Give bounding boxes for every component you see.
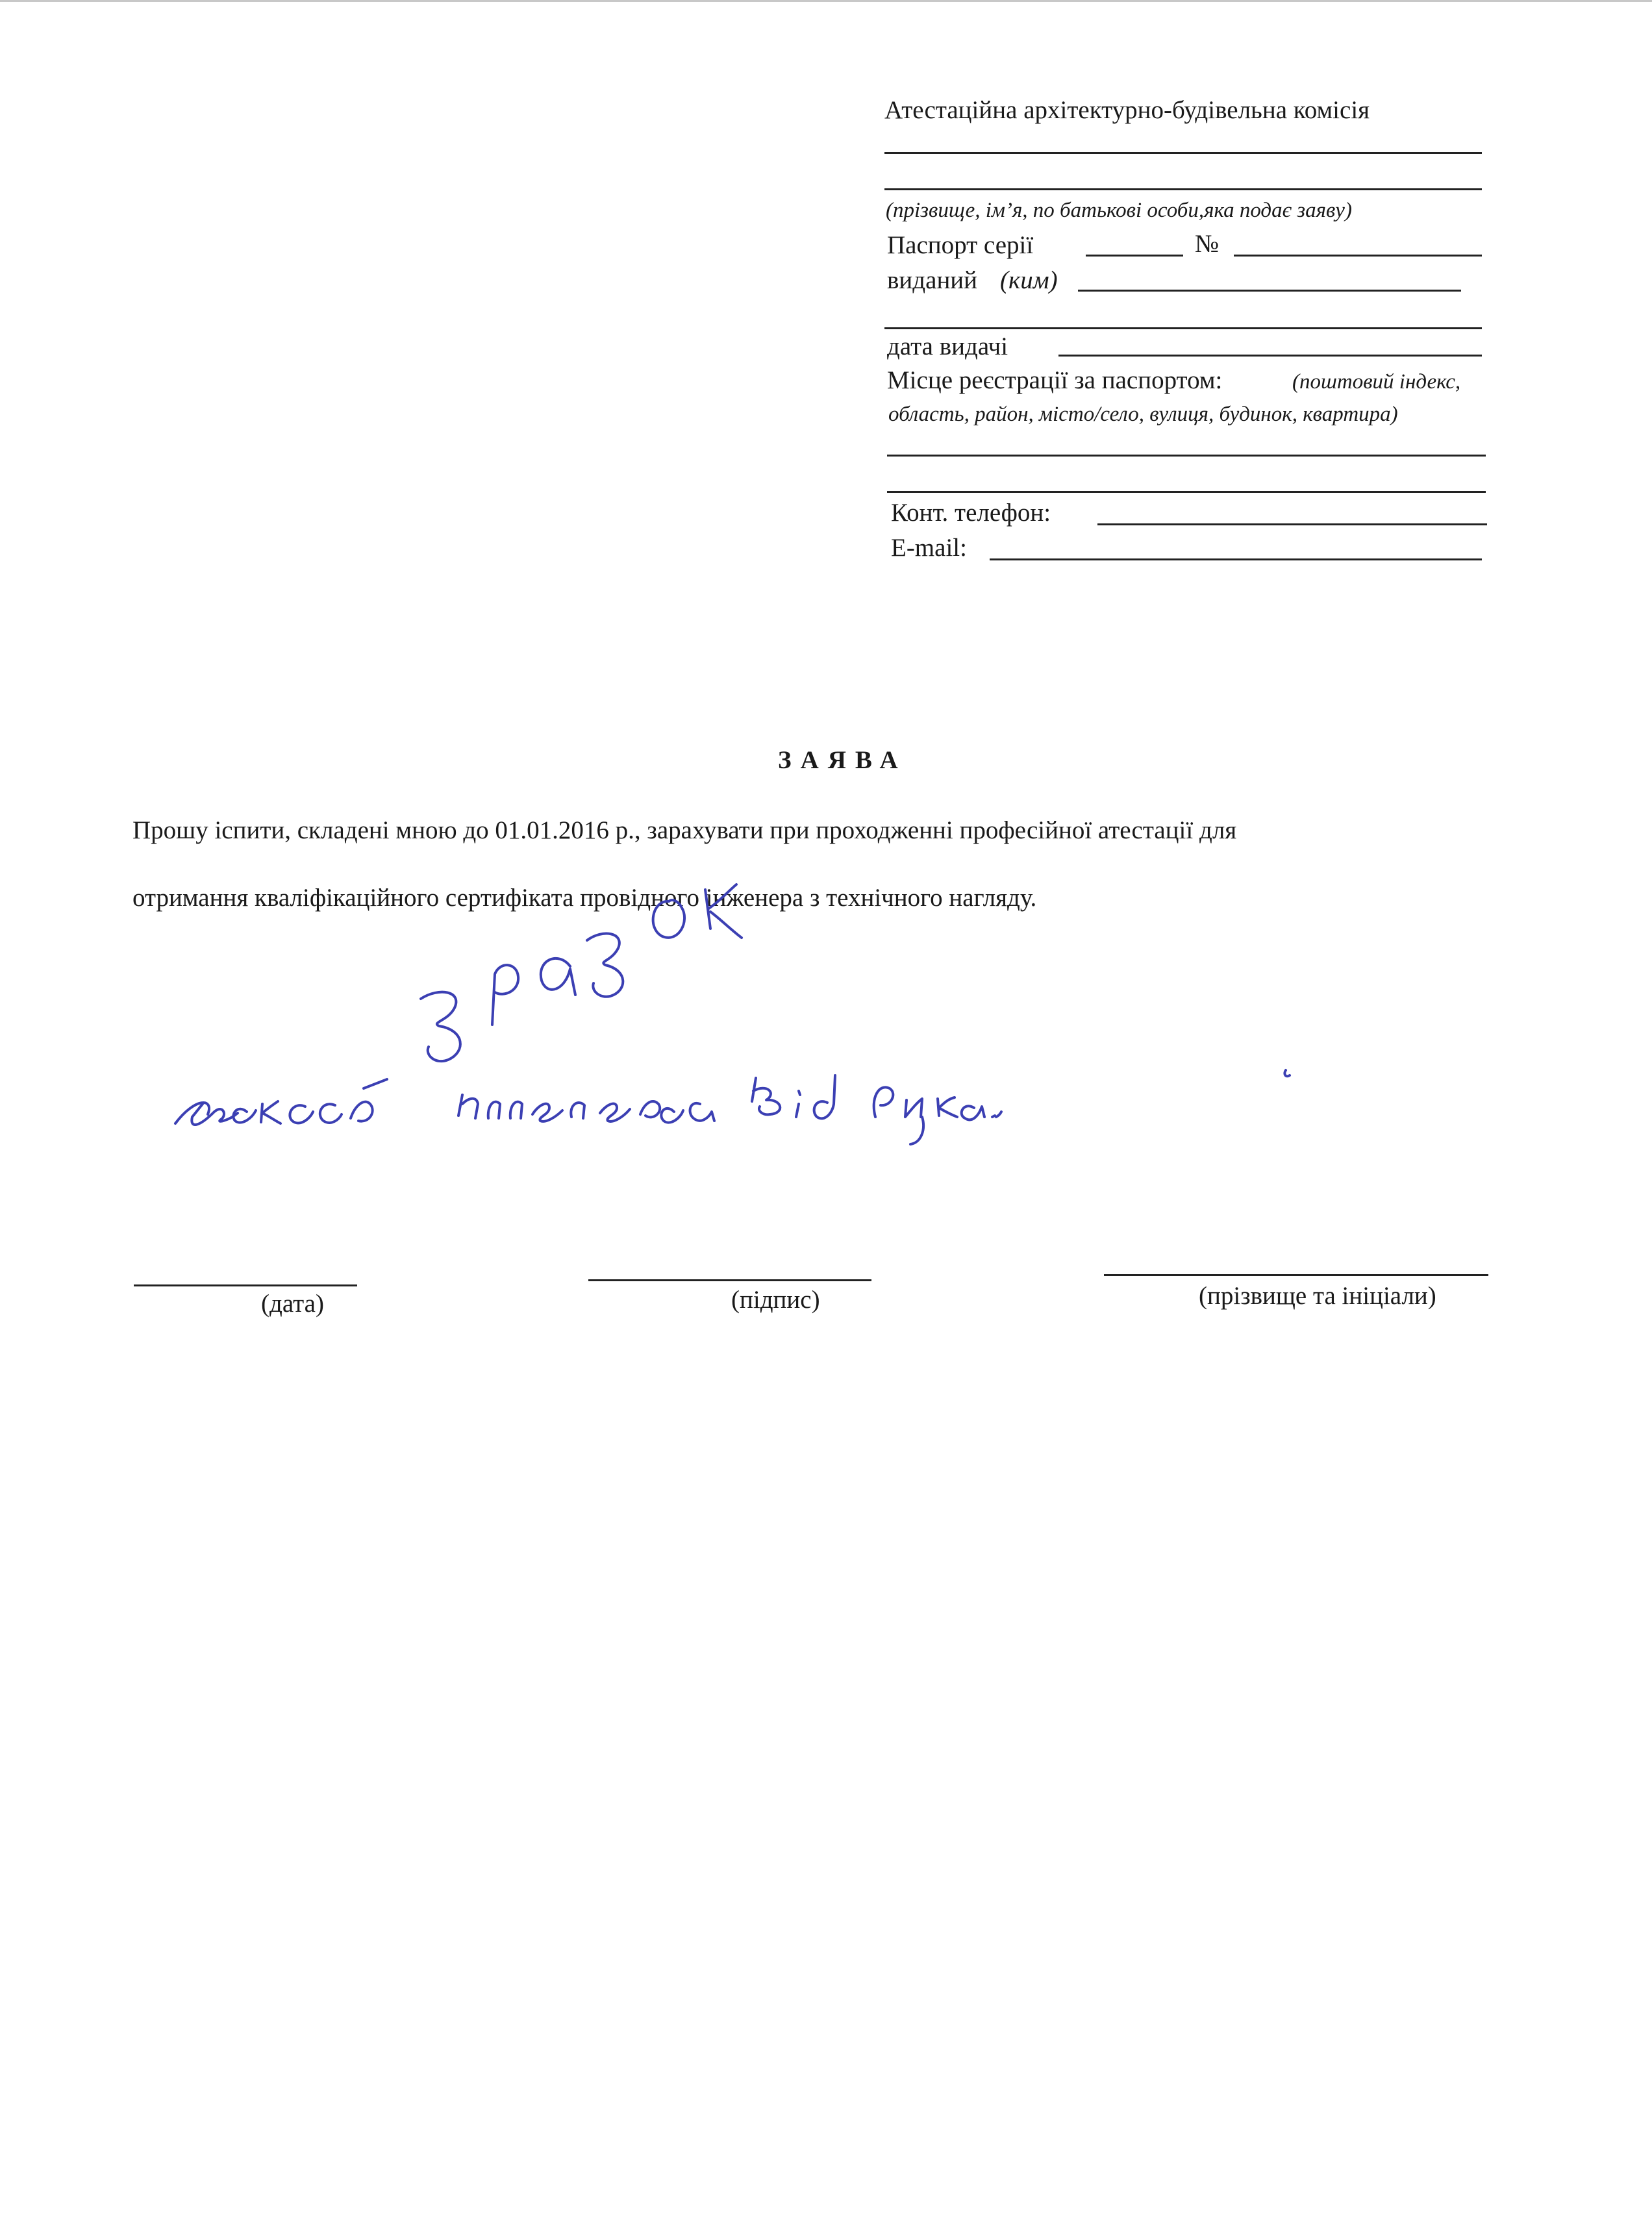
hand-glyph-a [541,958,575,995]
hand-word-pyshetsya-2 [532,1103,584,1121]
signature-line-signature [588,1279,871,1281]
signature-line-date [134,1284,357,1286]
body-line-1: Прошу іспити, складені мною до 01.01.2016 р., зарахувати при проходженні професійної атестації для [132,816,1237,844]
passport-number-label: № [1195,230,1220,258]
hand-glyph-k [705,884,742,938]
date-caption: (дата) [261,1290,324,1318]
hand-word-tekst-2 [233,1101,281,1123]
hand-word-tekst-1 [175,1103,238,1125]
issued-label: виданий [887,266,978,294]
hand-glyph-r [492,965,518,1025]
issued-hint: (ким) [1000,266,1058,294]
phone-label: Конт. телефон: [891,499,1051,527]
commission-name: Атестаційна архітектурно-будівельна комісія [884,96,1370,124]
signature-caption: (підпис) [731,1286,820,1314]
passport-series-label: Паспорт серії [887,231,1034,259]
name-hint: (прізвище, ім’я, по батькові особи,яка подає заяву) [886,199,1352,222]
hand-word-vid-1 [752,1078,780,1114]
hand-word-pyshetsya-4 [661,1103,714,1123]
signature-line-name [1104,1274,1488,1276]
registration-label: Місце реєстрації за паспортом: [887,366,1223,394]
registration-hint-2: область, район, місто/село, вулиця, будинок, квартира) [888,403,1398,426]
hand-word-pyshetsya-3 [600,1101,660,1121]
body-line-2: отримання кваліфікаційного сертифіката провідного інженера з технічного нагляду. [132,884,1037,912]
document-title: ЗАЯВА [778,746,907,774]
hand-word-tekst-3 [290,1104,342,1123]
issue-date-label: дата видачі [887,332,1008,360]
hand-glyph-o [653,900,684,938]
hand-word-tekst-4 [351,1079,387,1121]
hand-period [1284,1070,1290,1076]
name-caption: (прізвище та ініціали) [1199,1282,1436,1310]
registration-hint-1: (поштовий індекс, [1292,370,1461,394]
hand-glyph-z [421,992,460,1061]
email-label: E-mail: [891,534,967,562]
hand-word-vid-2 [796,1075,835,1118]
hand-word-ruky-1 [874,1087,923,1144]
hand-glyph-z2 [587,934,623,997]
hand-word-pyshetsya-1 [458,1095,522,1118]
hand-word-ruky-2 [938,1097,1001,1120]
